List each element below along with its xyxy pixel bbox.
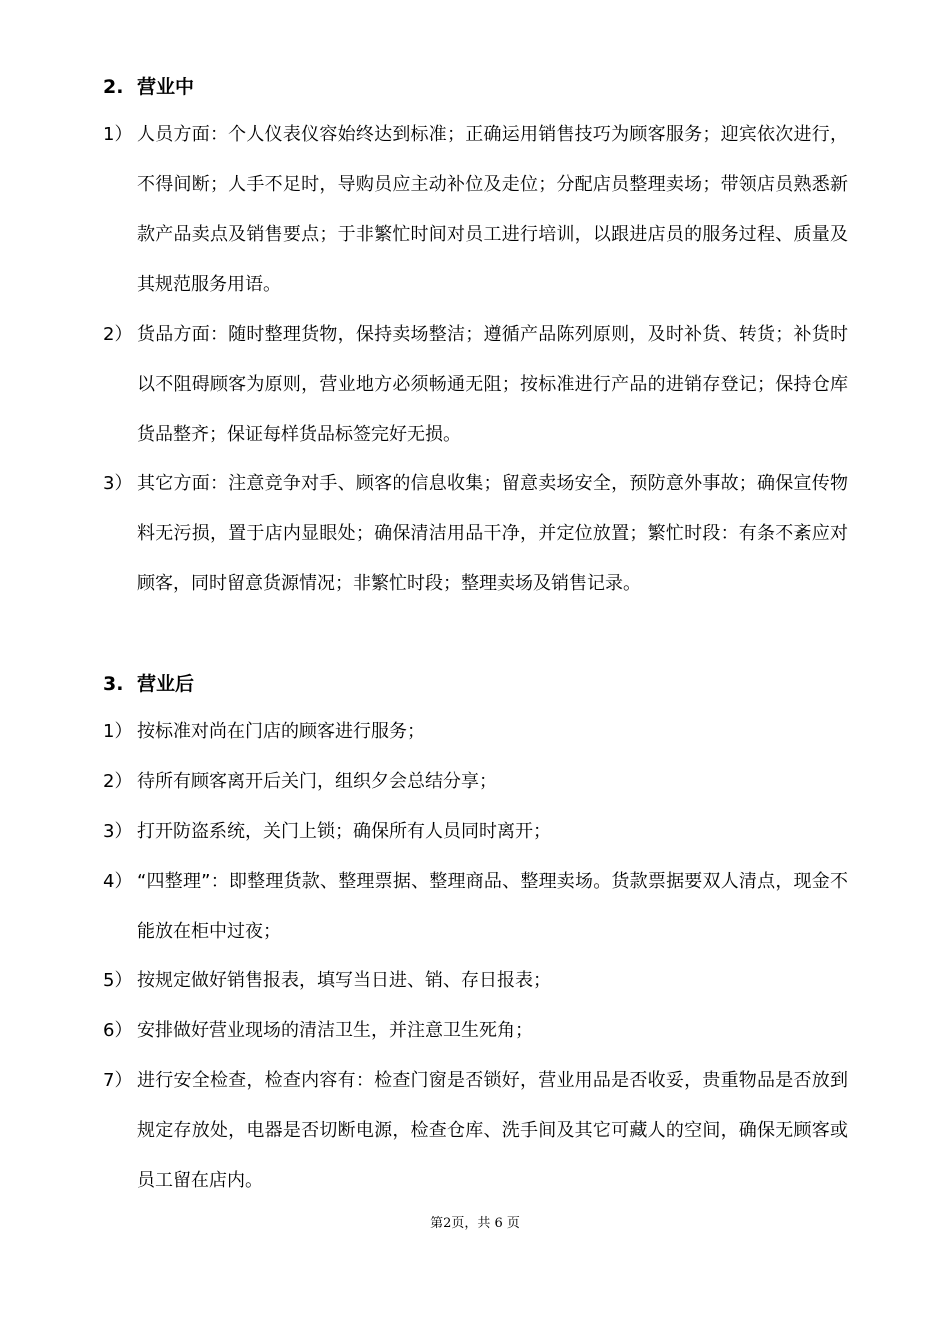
list-item bbox=[103, 459, 848, 609]
list-item-text: 货品方面：随时整理货物，保持卖场整洁；遵循产品陈列原则，及时补货、转货；补货时以不阻碍顾客为原则，营业地方必须畅通无阻；按标准进行产品的进销存登记；保持仓库货品整齐；保证每样货品标签完好无损。 bbox=[137, 324, 848, 445]
list-item bbox=[103, 110, 848, 310]
section-heading-3 bbox=[103, 671, 194, 697]
list-item-index: 1） bbox=[103, 124, 133, 145]
section-title: 营业后 bbox=[137, 673, 195, 695]
list-item-index: 2） bbox=[103, 771, 133, 792]
list-item-text: 按标准对尚在门店的顾客进行服务； bbox=[137, 721, 425, 742]
list-item-index: 3） bbox=[103, 821, 133, 842]
list-item-text: 打开防盗系统，关门上锁；确保所有人员同时离开； bbox=[137, 821, 551, 842]
list-item-text: 人员方面：个人仪表仪容始终达到标准；正确运用销售技巧为顾客服务；迎宾依次进行，不得间断；人手不足时，导购员应主动补位及走位；分配店员整理卖场；带领店员熟悉新款产品卖点及销售要点；于非繁忙时间对员工进行培训，以跟进店员的服务过程、质量及其规范服务用语。 bbox=[137, 124, 848, 295]
section-number: 3. bbox=[103, 673, 124, 695]
list-item-text: 待所有顾客离开后关门，组织夕会总结分享； bbox=[137, 771, 497, 792]
list-item-index: 4） bbox=[103, 871, 133, 892]
list-item bbox=[103, 1006, 848, 1056]
list-item-index: 5） bbox=[103, 970, 133, 991]
list-item bbox=[103, 310, 848, 460]
list-item-text: “四整理”：即整理货款、整理票据、整理商品、整理卖场。货款票据要双人清点，现金不能放在柜中过夜； bbox=[137, 871, 848, 942]
list-item-text: 其它方面：注意竞争对手、顾客的信息收集；留意卖场安全，预防意外事故；确保宣传物料无污损，置于店内显眼处；确保清洁用品干净，并定位放置；繁忙时段：有条不紊应对顾客，同时留意货源情况；非繁忙时段；整理卖场及销售记录。 bbox=[137, 473, 848, 594]
list-item-index: 2） bbox=[103, 324, 133, 345]
list-item bbox=[103, 707, 848, 757]
list-item-index: 6） bbox=[103, 1020, 133, 1041]
list-item bbox=[103, 807, 848, 857]
list-item bbox=[103, 757, 848, 807]
list-item-text: 按规定做好销售报表，填写当日进、销、存日报表； bbox=[137, 970, 551, 991]
list-item-text: 进行安全检查，检查内容有：检查门窗是否锁好，营业用品是否收妥，贵重物品是否放到规定存放处，电器是否切断电源，检查仓库、洗手间及其它可藏人的空间，确保无顾客或员工留在店内。 bbox=[137, 1070, 848, 1191]
list-item-index: 1） bbox=[103, 721, 133, 742]
list-item-text: 安排做好营业现场的清洁卫生，并注意卫生死角； bbox=[137, 1020, 533, 1041]
list-item bbox=[103, 956, 848, 1006]
list-item-index: 3） bbox=[103, 473, 133, 494]
page-footer: 第2页，共 6 页 bbox=[430, 1216, 520, 1231]
list-item bbox=[103, 1056, 848, 1206]
section-heading-2 bbox=[103, 74, 194, 100]
section-title: 营业中 bbox=[137, 76, 195, 98]
list-item bbox=[103, 857, 848, 957]
section-number: 2. bbox=[103, 76, 124, 98]
list-item-index: 7） bbox=[103, 1070, 133, 1091]
